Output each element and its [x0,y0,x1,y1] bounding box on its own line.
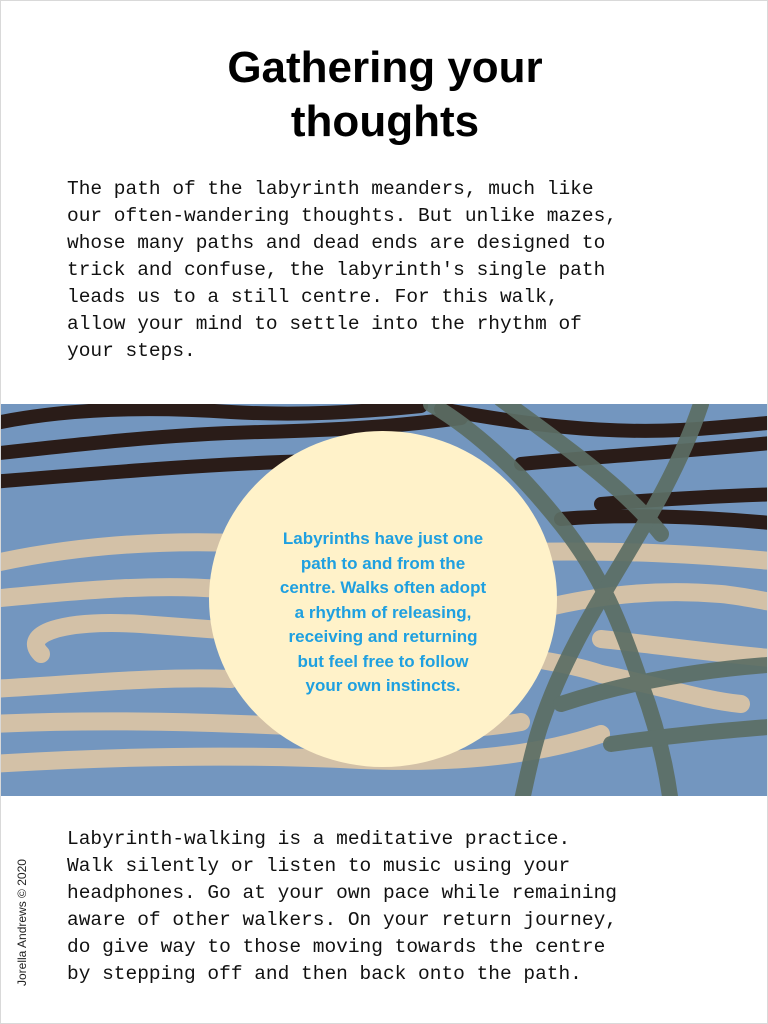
labyrinth-artwork [1,404,768,796]
intro-paragraph: The path of the labyrinth meanders, much like our often-wandering thoughts. But unlike mazes, whose many paths and dead ends are designed to trick and confuse, the labyrinth's single path leads us to a still centre. For this walk, allow your mind to settle into the rhythm of your steps. [67,178,617,362]
copyright-credit: Jorella Andrews © 2020 [15,859,29,986]
title-line-2: thoughts [290,97,480,146]
callout-text: Labyrinths have just one path to and from the centre. Walks often adopt a rhythm of releasing, receiving and returning but feel free to follow your own instincts. [279,529,487,695]
closing-paragraph: Labyrinth-walking is a meditative practice. Walk silently or listen to music using your headphones. Go at your own pace while remaining aware of other walkers. On your return journey, do give way to those moving towards the centre by stepping off and then back onto the path. [67,828,617,985]
page-title [1,41,768,149]
title-line-1: Gathering your [227,43,543,92]
